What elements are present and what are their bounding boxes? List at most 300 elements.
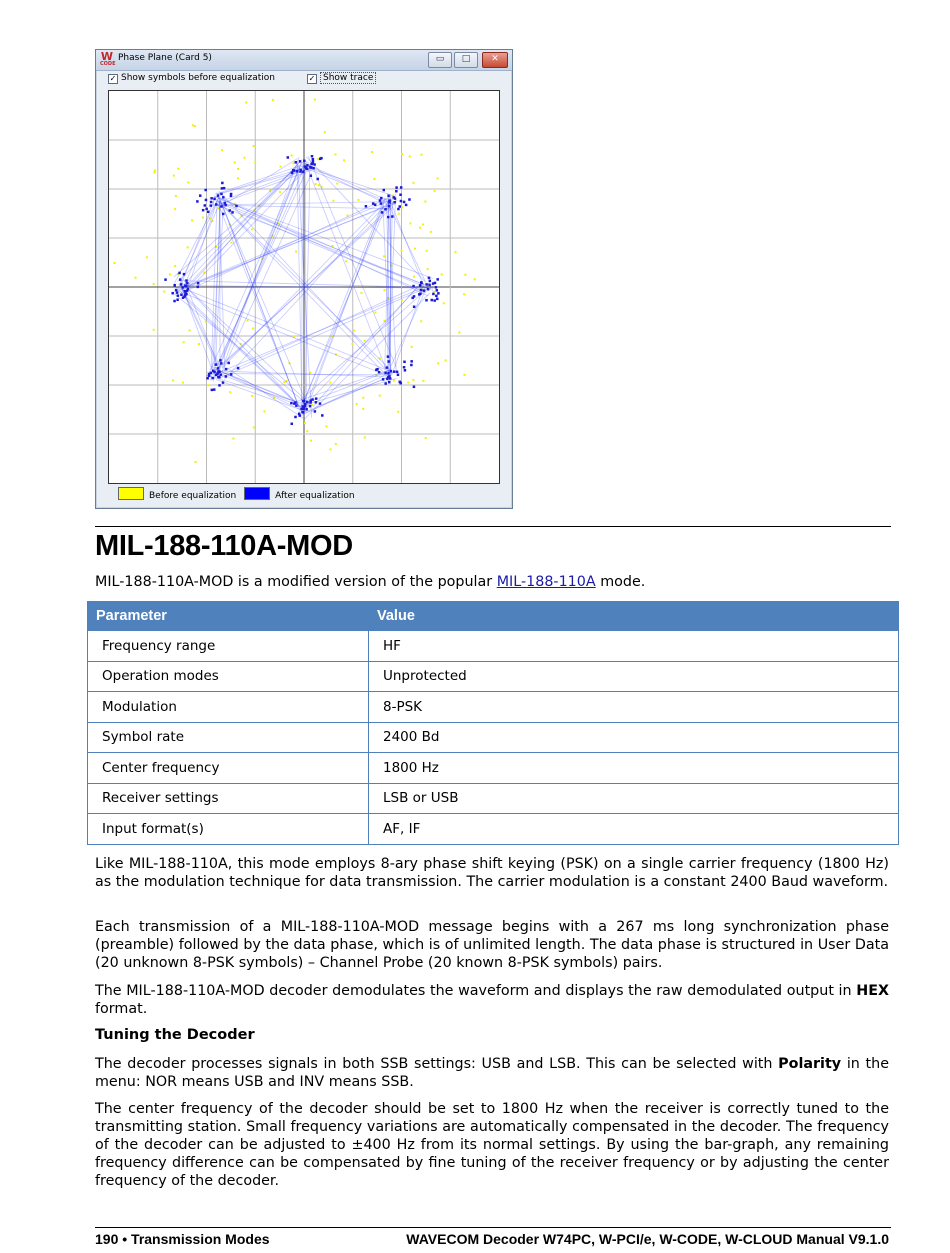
after-eq-point (387, 216, 390, 219)
after-eq-point (434, 282, 437, 285)
window-titlebar (96, 50, 512, 71)
after-eq-point (387, 195, 390, 198)
table-cell: Modulation (88, 692, 369, 723)
after-eq-point (303, 160, 306, 163)
maximize-button[interactable]: □ (454, 52, 478, 68)
trace-line (302, 163, 303, 407)
after-eq-point (410, 360, 413, 363)
after-eq-point (305, 408, 308, 411)
after-eq-point (199, 194, 202, 197)
after-eq-point (310, 166, 313, 169)
after-eq-point (218, 384, 221, 387)
before-eq-point (362, 397, 364, 399)
after-eq-point (302, 408, 305, 411)
after-eq-point (184, 292, 187, 295)
phase-plane-plot (108, 90, 500, 484)
close-button[interactable]: ✕ (482, 52, 508, 68)
before-eq-point (420, 320, 422, 322)
after-eq-point (379, 199, 382, 202)
table-header-row (88, 602, 899, 631)
after-eq-point (314, 410, 317, 413)
after-eq-point (211, 389, 214, 392)
after-eq-point (210, 201, 213, 204)
after-eq-point (311, 398, 314, 401)
table-cell: 1800 Hz (369, 753, 899, 784)
legend-label-after: After equalization (275, 491, 355, 501)
before-eq-point (351, 343, 353, 345)
after-eq-point (304, 403, 307, 406)
before-eq-point (195, 461, 197, 463)
after-eq-point (393, 201, 396, 204)
after-eq-point (319, 402, 322, 405)
before-eq-point (292, 162, 294, 164)
before-eq-point (163, 291, 165, 293)
table-cell: 2400 Bd (369, 722, 899, 753)
after-eq-point (235, 205, 238, 208)
after-eq-point (177, 294, 180, 297)
before-eq-point (464, 274, 466, 276)
after-eq-point (290, 402, 293, 405)
before-eq-point (314, 99, 316, 101)
before-eq-point (153, 329, 155, 331)
before-eq-point (315, 183, 317, 185)
after-eq-point (218, 376, 221, 379)
before-eq-point (371, 151, 373, 153)
after-eq-point (420, 281, 423, 284)
after-eq-point (388, 205, 391, 208)
before-eq-point (191, 219, 193, 221)
phase-plane-window (95, 49, 513, 509)
after-eq-point (312, 160, 315, 163)
after-eq-point (300, 408, 303, 411)
before-eq-point (230, 242, 232, 244)
after-eq-point (224, 204, 227, 207)
table-row (88, 661, 899, 692)
trace-line (303, 163, 393, 203)
table-cell: Input format(s) (88, 814, 369, 845)
after-eq-point (418, 293, 421, 296)
after-eq-point (217, 371, 220, 374)
after-eq-point (413, 305, 416, 308)
trace-line (219, 159, 298, 208)
table-row (88, 783, 899, 814)
before-eq-point (237, 168, 239, 170)
before-eq-point (345, 260, 347, 262)
before-eq-point (254, 161, 256, 163)
after-eq-point (210, 197, 213, 200)
footer-manual-title: WAVECOM Decoder W74PC, W-PCI/e, W-CODE, W-CLOUD Manual V9.1.0 (406, 1231, 889, 1247)
after-eq-point (212, 370, 215, 373)
before-eq-point (169, 273, 171, 275)
checkbox-checked-icon[interactable]: ✓ (109, 74, 117, 83)
before-eq-point (407, 381, 409, 383)
before-eq-point (146, 256, 148, 258)
after-eq-point (293, 169, 296, 172)
after-eq-point (380, 197, 383, 200)
after-eq-point (224, 202, 227, 205)
before-eq-point (433, 291, 435, 293)
after-eq-point (180, 293, 183, 296)
after-eq-point (294, 161, 297, 164)
after-eq-point (427, 288, 430, 291)
before-eq-point (436, 178, 438, 180)
before-eq-point (251, 395, 253, 397)
before-eq-point (246, 320, 248, 322)
after-eq-point (204, 189, 207, 192)
before-eq-point (154, 169, 156, 171)
after-eq-point (309, 401, 312, 404)
before-eq-point (335, 443, 337, 445)
after-eq-point (220, 362, 223, 365)
after-eq-point (315, 397, 318, 400)
after-eq-point (392, 196, 395, 199)
before-eq-point (325, 425, 327, 427)
trace-line (187, 201, 217, 291)
after-eq-point (202, 209, 205, 212)
after-eq-point (298, 414, 301, 417)
before-eq-point (364, 436, 366, 438)
table-header-parameter: Parameter (88, 602, 369, 631)
show-trace-checkbox[interactable] (307, 73, 376, 84)
constellation-diagram (109, 91, 499, 483)
after-eq-point (384, 208, 387, 211)
legend-label-before: Before equalization (149, 491, 237, 501)
after-eq-point (204, 204, 207, 207)
trace-line (218, 289, 424, 379)
before-eq-point (379, 395, 381, 397)
after-eq-point (433, 299, 436, 302)
after-eq-point (237, 367, 240, 370)
before-eq-point (172, 379, 174, 381)
footer-divider (95, 1227, 891, 1228)
before-eq-point (420, 154, 422, 156)
table-cell: Unprotected (369, 661, 899, 692)
after-eq-point (210, 372, 213, 375)
before-eq-point (237, 177, 239, 179)
after-eq-point (287, 156, 290, 159)
show-trace-label: Show trace (320, 72, 376, 84)
before-eq-point (360, 292, 362, 294)
after-eq-point (393, 370, 396, 373)
before-eq-point (187, 181, 189, 183)
after-eq-point (388, 381, 391, 384)
before-eq-point (357, 199, 359, 201)
before-eq-point (198, 343, 200, 345)
show-symbols-label: Show symbols before equalization (121, 73, 275, 83)
after-eq-point (396, 371, 399, 374)
after-eq-point (183, 273, 186, 276)
after-eq-point (400, 200, 403, 203)
paragraph-transmission: Each transmission of a MIL-188-110A-MOD message begins with a 267 ms long synchronization phase (preamble) followed by the data phase, which is of unlimited length. The data phase is structured in User Data (20 unknown 8-PSK symbols) – Channel Probe (20 known 8-PSK symbols) pairs. (95, 919, 889, 971)
after-eq-point (222, 381, 225, 384)
before-eq-point (221, 149, 223, 151)
after-eq-point (217, 367, 220, 370)
after-eq-point (399, 193, 402, 196)
after-eq-point (404, 369, 407, 372)
before-eq-point (384, 289, 386, 291)
after-eq-point (436, 278, 439, 281)
before-eq-point (445, 359, 447, 361)
trace-line (392, 206, 426, 293)
after-eq-point (312, 158, 315, 161)
after-eq-point (413, 295, 416, 298)
before-eq-point (177, 168, 179, 170)
before-eq-point (324, 131, 326, 133)
after-eq-point (321, 414, 324, 417)
after-eq-point (306, 164, 309, 167)
before-eq-point (414, 248, 416, 250)
after-eq-point (395, 190, 398, 193)
before-eq-point (424, 200, 426, 202)
after-eq-point (313, 163, 316, 166)
after-eq-point (403, 201, 406, 204)
table-cell: Frequency range (88, 631, 369, 662)
before-eq-point (194, 125, 196, 127)
before-eq-point (304, 422, 306, 424)
after-eq-point (225, 375, 228, 378)
after-eq-point (420, 289, 423, 292)
before-eq-point (419, 227, 421, 229)
before-eq-point (443, 302, 445, 304)
after-eq-point (221, 182, 224, 185)
after-eq-point (210, 204, 213, 207)
after-eq-point (310, 163, 313, 166)
after-eq-point (185, 285, 188, 288)
trace-line (306, 198, 386, 412)
after-eq-point (387, 355, 390, 358)
before-eq-point (374, 311, 376, 313)
after-eq-point (398, 205, 401, 208)
after-eq-point (208, 375, 211, 378)
trace-line (303, 198, 384, 403)
section-divider (95, 526, 891, 527)
paragraph-output: The MIL-188-110A-MOD decoder demodulates the waveform and displays the raw demodulated output in HEX format. (95, 983, 889, 1017)
after-eq-point (173, 284, 176, 287)
after-eq-point (302, 405, 305, 408)
table-row (88, 814, 899, 845)
after-eq-point (225, 368, 228, 371)
after-eq-point (205, 199, 208, 202)
after-eq-point (219, 359, 222, 362)
before-eq-point (295, 251, 297, 253)
before-eq-point (474, 278, 476, 280)
before-eq-point (253, 427, 255, 429)
after-eq-point (390, 370, 393, 373)
before-eq-point (373, 178, 375, 180)
before-eq-point (234, 162, 236, 164)
after-eq-point (380, 202, 383, 205)
after-eq-point (389, 377, 392, 380)
before-eq-point (401, 299, 403, 301)
after-eq-point (378, 371, 381, 374)
after-eq-point (176, 291, 179, 294)
after-eq-point (412, 285, 415, 288)
after-eq-point (425, 299, 428, 302)
before-eq-point (280, 166, 282, 168)
before-eq-point (334, 153, 336, 155)
table-header-value: Value (369, 602, 899, 631)
before-eq-point (409, 222, 411, 224)
after-eq-point (223, 187, 226, 190)
after-eq-point (410, 364, 413, 367)
before-eq-point (330, 448, 332, 450)
after-eq-point (436, 289, 439, 292)
minimize-button[interactable]: ▭ (428, 52, 452, 68)
trace-line (219, 197, 428, 296)
before-eq-point (232, 437, 234, 439)
after-eq-point (217, 194, 220, 197)
after-eq-point (215, 203, 218, 206)
paragraph-polarity: The decoder processes signals in both SSB settings: USB and LSB. This can be selected with Polarity in the menu: NOR means USB and INV means SSB. (95, 1056, 889, 1090)
before-eq-point (362, 408, 364, 410)
before-eq-point (187, 246, 189, 248)
before-eq-point (175, 195, 177, 197)
before-eq-point (272, 99, 274, 101)
after-eq-point (423, 289, 426, 292)
after-eq-point (388, 201, 391, 204)
section-title: MIL-188-110A-MOD (95, 530, 353, 562)
trace-line (181, 165, 301, 293)
after-eq-point (387, 372, 390, 375)
before-eq-point (332, 200, 334, 202)
after-eq-point (197, 282, 200, 285)
before-eq-point (411, 346, 413, 348)
after-eq-point (179, 278, 182, 281)
show-symbols-checkbox[interactable] (108, 73, 275, 84)
after-eq-point (319, 158, 322, 161)
table-cell: 8-PSK (369, 692, 899, 723)
before-eq-point (463, 293, 465, 295)
after-eq-point (311, 155, 314, 158)
table-cell: Center frequency (88, 753, 369, 784)
trace-line (306, 157, 425, 282)
after-eq-point (403, 361, 406, 364)
after-eq-point (302, 170, 305, 173)
before-eq-point (422, 380, 424, 382)
after-eq-point (384, 382, 387, 385)
after-eq-point (304, 165, 307, 168)
before-eq-point (441, 273, 443, 275)
after-eq-point (207, 211, 210, 214)
trace-line (174, 294, 311, 408)
mil-188-110a-link[interactable]: MIL-188-110A (496, 574, 596, 590)
after-eq-point (231, 211, 234, 214)
before-eq-point (353, 330, 355, 332)
after-eq-point (306, 401, 309, 404)
after-eq-point (395, 186, 398, 189)
after-eq-point (400, 186, 403, 189)
before-eq-point (306, 430, 308, 432)
after-eq-point (397, 374, 400, 377)
before-eq-point (317, 158, 319, 160)
table-cell: Symbol rate (88, 722, 369, 753)
before-eq-point (229, 391, 231, 393)
after-eq-point (316, 178, 319, 181)
before-eq-point (153, 171, 155, 173)
after-eq-point (175, 289, 178, 292)
after-eq-point (437, 292, 440, 295)
table-row (88, 631, 899, 662)
after-eq-point (413, 386, 416, 389)
before-eq-point (425, 437, 427, 439)
trace-line (217, 169, 309, 195)
before-eq-point (135, 277, 137, 279)
after-eq-point (291, 423, 294, 426)
before-eq-point (409, 155, 411, 157)
after-eq-point (312, 167, 315, 170)
intro-paragraph: MIL-188-110A-MOD is a modified version of the popular MIL-188-110A mode. (95, 574, 646, 590)
before-eq-point (243, 157, 245, 159)
after-eq-point (230, 195, 233, 198)
after-eq-point (399, 381, 402, 384)
before-eq-point (383, 255, 385, 257)
after-eq-point (211, 377, 214, 380)
before-eq-point (398, 213, 400, 215)
after-eq-point (187, 288, 190, 291)
table-row (88, 753, 899, 784)
after-eq-point (436, 298, 439, 301)
before-eq-point (463, 374, 465, 376)
before-eq-point (401, 250, 403, 252)
after-eq-point (299, 170, 302, 173)
before-eq-point (192, 124, 194, 126)
table-cell: HF (369, 631, 899, 662)
before-eq-point (401, 206, 403, 208)
before-eq-point (437, 362, 439, 364)
table-cell: Receiver settings (88, 783, 369, 814)
after-eq-point (213, 198, 216, 201)
after-eq-point (387, 360, 390, 363)
paragraph-modulation: Like MIL-188-110A, this mode employs 8-ary phase shift keying (PSK) on a single carrier frequency (1800 Hz) as the modulation technique for data transmission. The carrier modulation is a constant 2400 Baud waveform. (95, 856, 889, 890)
after-eq-point (229, 209, 232, 212)
after-eq-point (391, 215, 394, 218)
before-eq-point (458, 332, 460, 334)
trace-line (189, 290, 310, 405)
before-eq-point (318, 184, 320, 186)
after-eq-point (429, 280, 432, 283)
checkbox-checked-icon[interactable]: ✓ (308, 74, 316, 83)
before-eq-point (251, 228, 253, 230)
after-eq-point (176, 298, 179, 301)
after-eq-point (205, 208, 208, 211)
before-eq-point (202, 216, 204, 218)
after-eq-point (185, 279, 188, 282)
after-eq-point (291, 171, 294, 174)
table-cell: LSB or USB (369, 783, 899, 814)
before-eq-point (291, 154, 293, 156)
subheading-tuning: Tuning the Decoder (95, 1027, 255, 1043)
before-eq-point (173, 175, 175, 177)
before-eq-point (343, 159, 345, 161)
before-eq-point (279, 191, 281, 193)
before-eq-point (263, 410, 265, 412)
trace-line (213, 162, 302, 382)
before-eq-point (336, 183, 338, 185)
after-eq-point (405, 204, 408, 207)
after-eq-point (310, 175, 313, 178)
after-eq-point (384, 372, 387, 375)
after-eq-point (206, 377, 209, 380)
before-eq-point (189, 329, 191, 331)
after-eq-point (381, 211, 384, 214)
after-eq-point (403, 366, 406, 369)
before-eq-point (310, 440, 312, 442)
table-row (88, 692, 899, 723)
parameter-table (87, 601, 899, 845)
wavecom-logo-icon: W CODE (100, 50, 116, 67)
after-eq-point (428, 277, 431, 280)
after-eq-point (386, 366, 389, 369)
